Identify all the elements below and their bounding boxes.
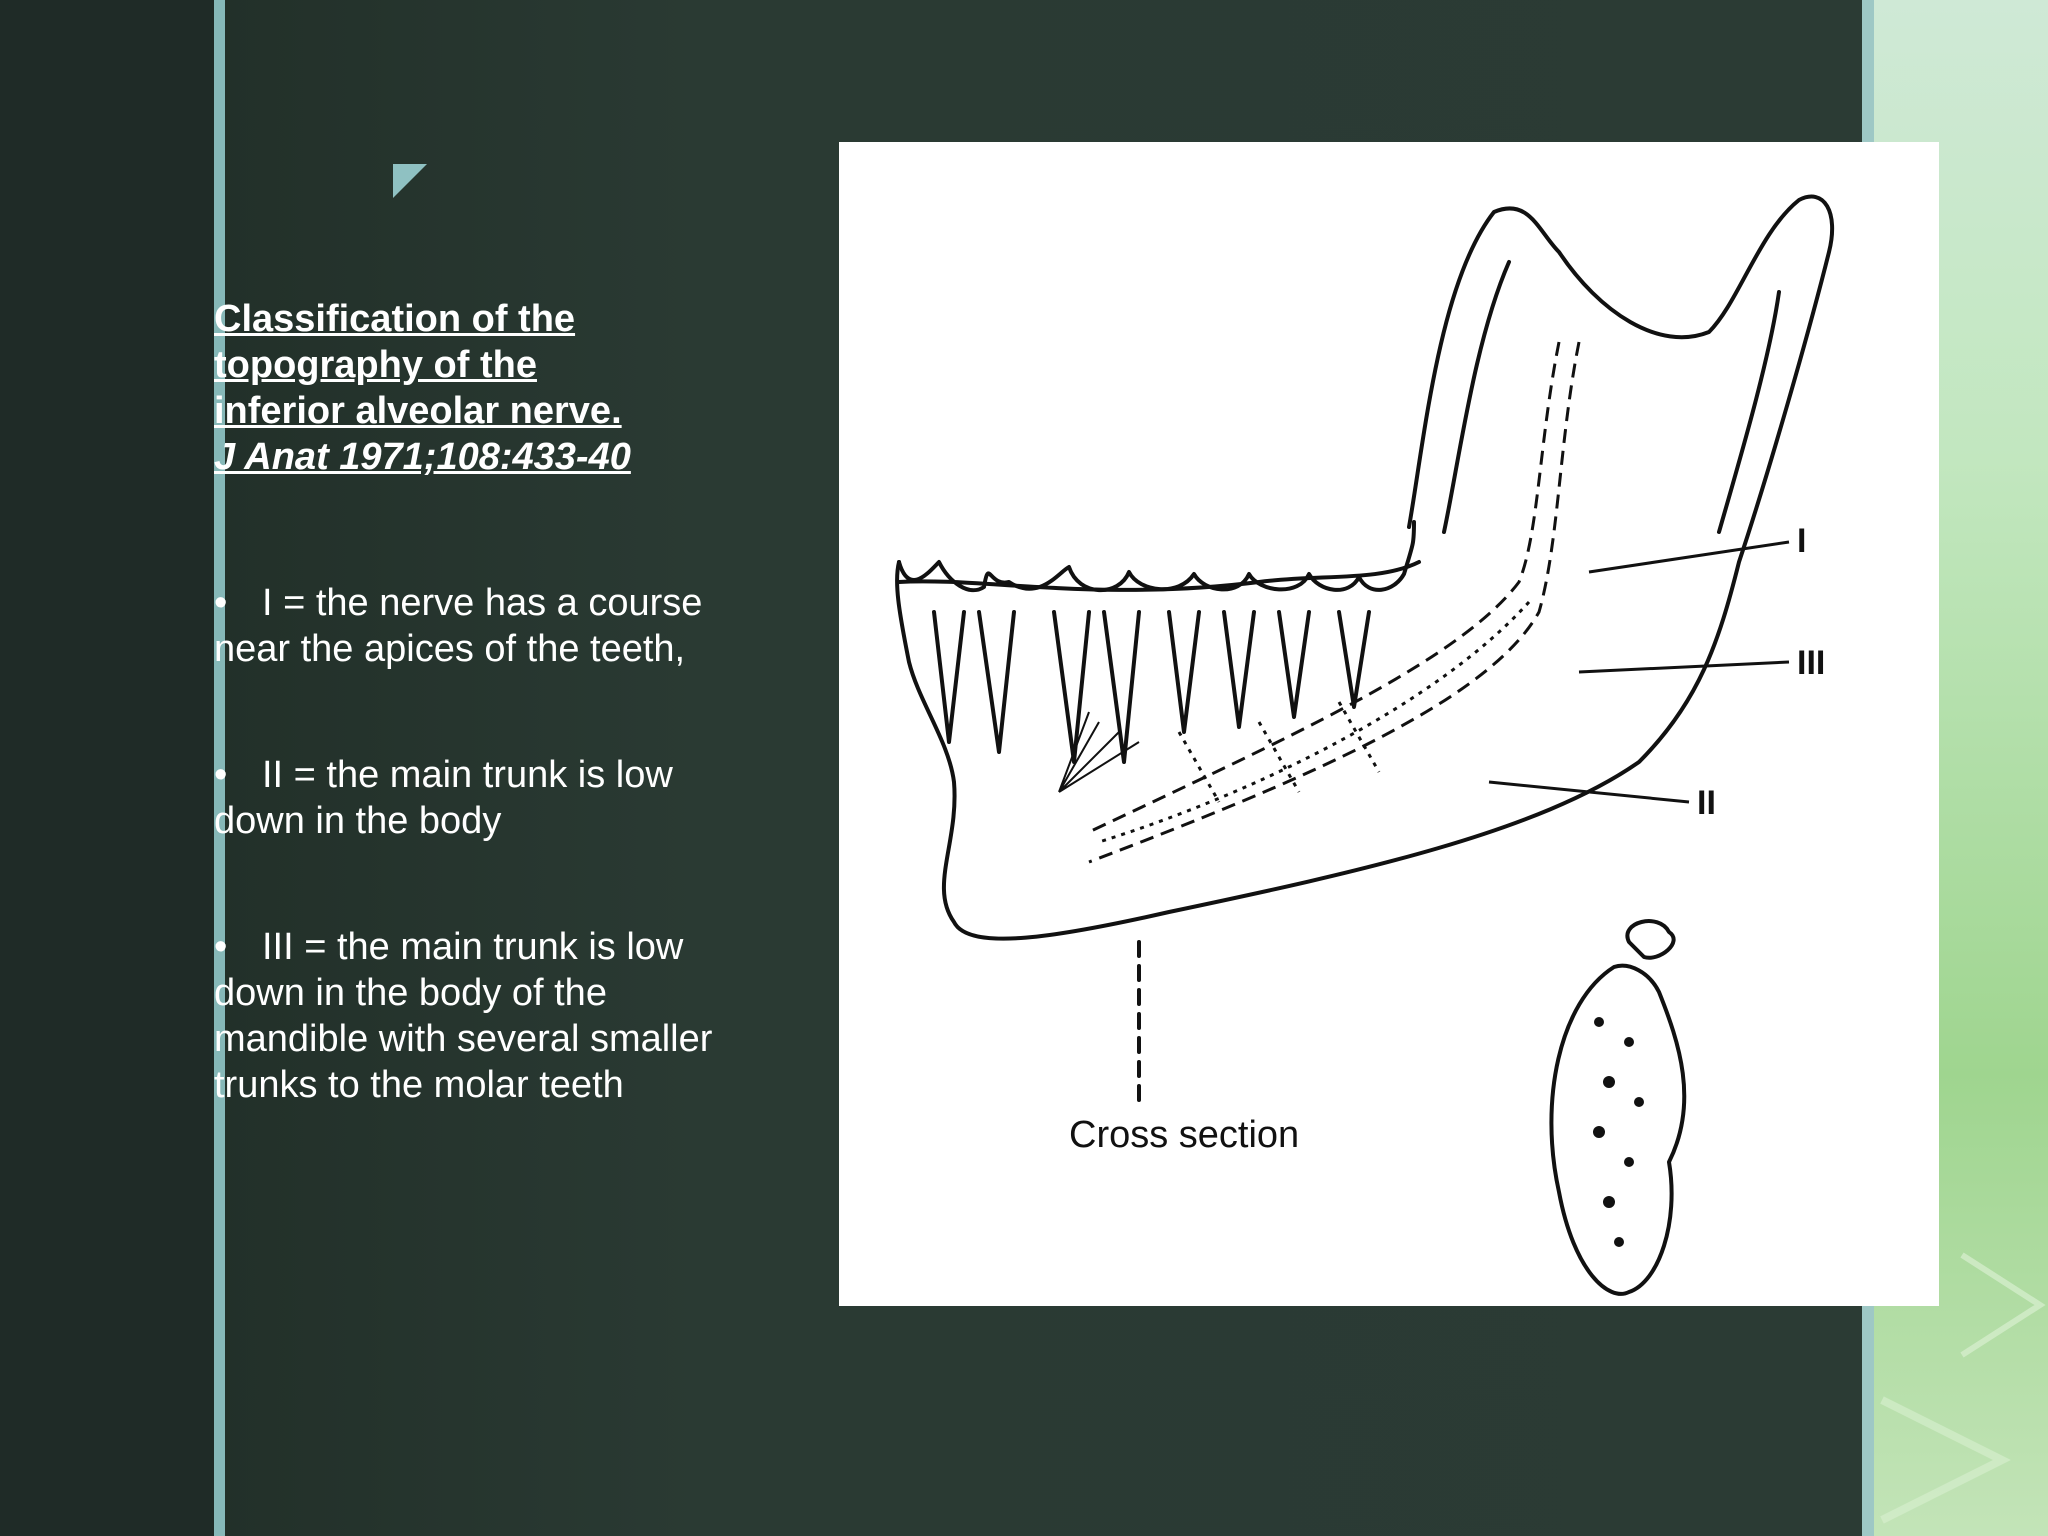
bullet-marker: • xyxy=(214,926,228,968)
label-i: I xyxy=(1797,522,1807,560)
bone-dot xyxy=(1614,1237,1624,1247)
crown-line xyxy=(899,562,1419,590)
list-item xyxy=(214,580,714,672)
bone-dot xyxy=(1603,1076,1615,1088)
ramus-back-line xyxy=(1719,292,1779,532)
triangle-corner-icon xyxy=(393,164,427,198)
bullet-marker: • xyxy=(214,754,228,796)
bone-dot xyxy=(1634,1097,1644,1107)
bone-dot xyxy=(1594,1017,1604,1027)
citation-line-3: inferior alveolar nerve. xyxy=(214,390,622,432)
leader-line-ii xyxy=(1489,782,1689,802)
list-item-text: I = the nerve has a course near the apices of the teeth, xyxy=(214,582,703,670)
mandible-figure xyxy=(839,142,1939,1306)
bone-dot xyxy=(1603,1196,1615,1208)
mandible-diagram xyxy=(839,142,1939,1306)
leader-line-i xyxy=(1589,542,1789,572)
list-item-text: III = the main trunk is low down in the body of the mandible with several smaller trunks to the molar teeth xyxy=(214,926,713,1106)
bone-dot xyxy=(1624,1037,1634,1047)
cross-section-bone xyxy=(1627,921,1673,958)
citation-line-1: Classification of the xyxy=(214,298,576,340)
teeth-row xyxy=(899,522,1414,590)
tooth-roots xyxy=(934,612,1369,762)
left-band xyxy=(0,0,214,1536)
label-ii: II xyxy=(1697,784,1716,822)
bone-dot xyxy=(1624,1157,1634,1167)
cross-section-caption: Cross section xyxy=(1069,1114,1300,1156)
list-item xyxy=(214,752,714,844)
leader-line-iii xyxy=(1579,662,1789,672)
list-item-text: II = the main trunk is low down in the body xyxy=(214,754,673,842)
citation-reference: J Anat 1971;108:433-40 xyxy=(214,436,631,478)
citation-line-2: topography of the xyxy=(214,344,537,386)
bone-dot xyxy=(1593,1126,1605,1138)
mandible-outline xyxy=(897,197,1832,939)
classification-list xyxy=(214,580,714,1188)
list-item xyxy=(214,924,714,1108)
citation-heading xyxy=(214,296,734,480)
label-iii: III xyxy=(1797,644,1826,682)
bullet-marker: • xyxy=(214,582,228,624)
